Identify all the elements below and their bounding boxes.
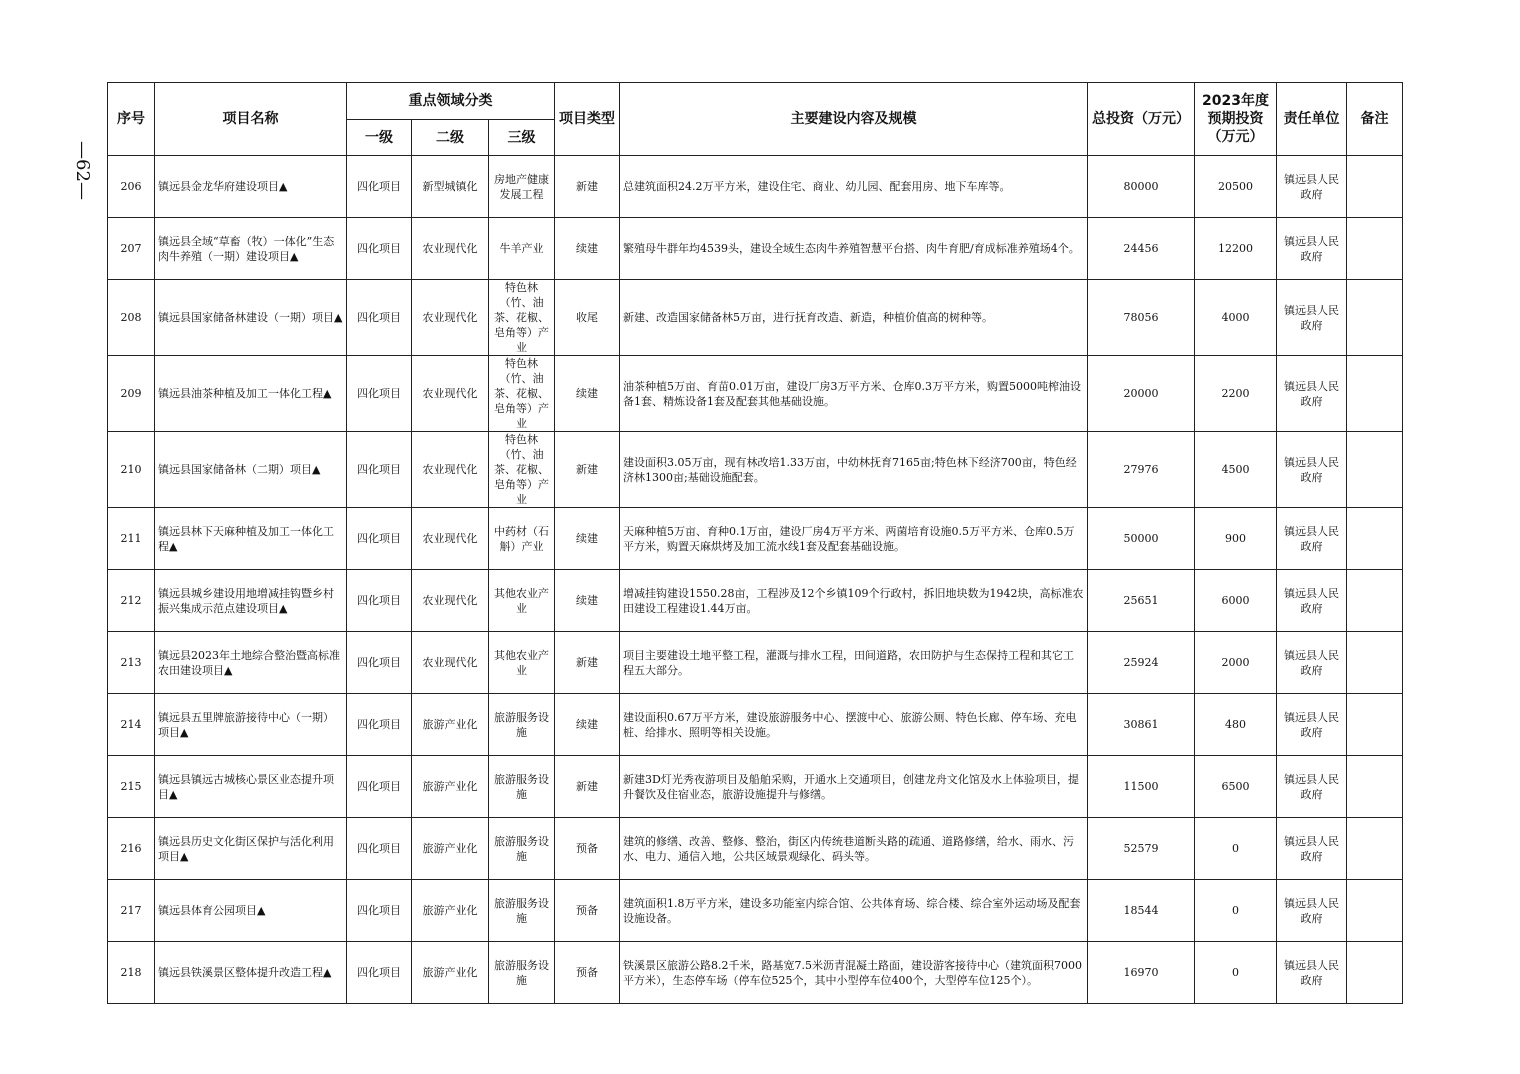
table-row [108,880,1403,942]
cell-remark [1347,942,1403,1004]
cell-level3: 中药材（石斛）产业 [489,508,555,570]
cell-remark [1347,880,1403,942]
cell-total: 50000 [1088,508,1195,570]
cell-unit: 镇远县人民政府 [1277,694,1347,756]
table-row [108,570,1403,632]
cell-2023: 4000 [1195,280,1277,356]
cell-level1: 四化项目 [347,218,412,280]
cell-type: 新建 [555,756,620,818]
cell-content: 建设面积3.05万亩，现有林改培1.33万亩，中幼林抚育7165亩;特色林下经济700亩，特色经济林1300亩;基础设施配套。 [620,432,1088,508]
cell-2023: 480 [1195,694,1277,756]
cell-type: 新建 [555,156,620,218]
header-seq: 序号 [108,83,155,156]
cell-seq: 209 [108,356,155,432]
cell-2023: 12200 [1195,218,1277,280]
cell-2023: 2200 [1195,356,1277,432]
cell-type: 新建 [555,432,620,508]
header-name: 项目名称 [155,83,347,156]
cell-level2: 农业现代化 [412,570,489,632]
cell-level3: 旅游服务设施 [489,818,555,880]
cell-level1: 四化项目 [347,356,412,432]
cell-seq: 215 [108,756,155,818]
cell-content: 油茶种植5万亩、育苗0.01万亩，建设厂房3万平方米、仓库0.3万平方米，购置5000吨榨油设备1套、精炼设备1套及配套其他基础设施。 [620,356,1088,432]
cell-level2: 旅游产业化 [412,756,489,818]
cell-content: 新建、改造国家储备林5万亩，进行抚育改造、新造，种植价值高的树种等。 [620,280,1088,356]
cell-2023: 6500 [1195,756,1277,818]
cell-seq: 210 [108,432,155,508]
cell-name: 镇远县历史文化街区保护与活化利用项目▲ [155,818,347,880]
cell-level1: 四化项目 [347,156,412,218]
cell-content: 项目主要建设土地平整工程，灌溉与排水工程，田间道路，农田防护与生态保持工程和其它工程五大部分。 [620,632,1088,694]
table-row [108,942,1403,1004]
cell-remark [1347,432,1403,508]
cell-2023: 6000 [1195,570,1277,632]
cell-type: 续建 [555,356,620,432]
table-row [108,432,1403,508]
cell-seq: 213 [108,632,155,694]
cell-level1: 四化项目 [347,570,412,632]
cell-level2: 旅游产业化 [412,818,489,880]
cell-level2: 旅游产业化 [412,694,489,756]
table-row [108,694,1403,756]
project-table [107,82,1403,1004]
cell-unit: 镇远县人民政府 [1277,756,1347,818]
table-row [108,508,1403,570]
cell-2023: 4500 [1195,432,1277,508]
cell-2023: 2000 [1195,632,1277,694]
cell-level3: 特色林（竹、油茶、花椒、皂角等）产业 [489,432,555,508]
cell-total: 11500 [1088,756,1195,818]
cell-unit: 镇远县人民政府 [1277,880,1347,942]
cell-total: 25651 [1088,570,1195,632]
cell-level1: 四化项目 [347,280,412,356]
cell-level2: 农业现代化 [412,508,489,570]
cell-2023: 20500 [1195,156,1277,218]
cell-name: 镇远县城乡建设用地增减挂钩暨乡村振兴集成示范点建设项目▲ [155,570,347,632]
cell-type: 续建 [555,218,620,280]
cell-2023: 900 [1195,508,1277,570]
cell-name: 镇远县体育公园项目▲ [155,880,347,942]
cell-remark [1347,756,1403,818]
cell-name: 镇远县2023年土地综合整治暨高标准农田建设项目▲ [155,632,347,694]
table-row [108,156,1403,218]
cell-level2: 旅游产业化 [412,880,489,942]
cell-type: 新建 [555,632,620,694]
cell-level2: 农业现代化 [412,632,489,694]
cell-content: 建设面积0.67万平方米，建设旅游服务中心、摆渡中心、旅游公厕、特色长廊、停车场、充电桩、给排水、照明等相关设施。 [620,694,1088,756]
cell-unit: 镇远县人民政府 [1277,570,1347,632]
cell-seq: 208 [108,280,155,356]
cell-2023: 0 [1195,818,1277,880]
header-domain-group: 重点领域分类 [347,83,555,120]
cell-remark [1347,818,1403,880]
cell-seq: 214 [108,694,155,756]
cell-type: 续建 [555,570,620,632]
page-number [62,125,102,215]
cell-remark [1347,570,1403,632]
header-row-1 [108,83,1403,120]
cell-unit: 镇远县人民政府 [1277,632,1347,694]
table-row [108,818,1403,880]
cell-level1: 四化项目 [347,756,412,818]
cell-unit: 镇远县人民政府 [1277,356,1347,432]
cell-type: 预备 [555,818,620,880]
cell-level3: 旅游服务设施 [489,694,555,756]
cell-remark [1347,218,1403,280]
header-remarks: 备注 [1347,83,1403,156]
cell-name: 镇远县国家储备林建设（一期）项目▲ [155,280,347,356]
cell-content: 天麻种植5万亩、育种0.1万亩，建设厂房4万平方米、两菌培育设施0.5万平方米、仓库0.5万平方米，购置天麻烘烤及加工流水线1套及配套基础设施。 [620,508,1088,570]
cell-unit: 镇远县人民政府 [1277,818,1347,880]
cell-type: 预备 [555,942,620,1004]
cell-total: 30861 [1088,694,1195,756]
cell-2023: 0 [1195,880,1277,942]
cell-level3: 旅游服务设施 [489,942,555,1004]
cell-level1: 四化项目 [347,942,412,1004]
cell-unit: 镇远县人民政府 [1277,280,1347,356]
cell-seq: 217 [108,880,155,942]
cell-level2: 农业现代化 [412,432,489,508]
cell-type: 续建 [555,694,620,756]
cell-level3: 其他农业产业 [489,570,555,632]
table-row [108,756,1403,818]
cell-content: 总建筑面积24.2万平方米，建设住宅、商业、幼儿园、配套用房、地下车库等。 [620,156,1088,218]
cell-level3: 其他农业产业 [489,632,555,694]
cell-type: 续建 [555,508,620,570]
cell-total: 78056 [1088,280,1195,356]
cell-content: 铁溪景区旅游公路8.2千米，路基宽7.5米沥青混凝土路面，建设游客接待中心（建筑面积7000平方米），生态停车场（停车位525个，其中小型停车位400个，大型停车位125个）。 [620,942,1088,1004]
cell-name: 镇远县全域“草畜（牧）一体化”生态肉牛养殖（一期）建设项目▲ [155,218,347,280]
cell-unit: 镇远县人民政府 [1277,218,1347,280]
cell-total: 52579 [1088,818,1195,880]
cell-remark [1347,356,1403,432]
cell-name: 镇远县铁溪景区整体提升改造工程▲ [155,942,347,1004]
cell-content: 繁殖母牛群年均4539头，建设全域生态肉牛养殖智慧平台搭、肉牛育肥/育成标准养殖场4个。 [620,218,1088,280]
cell-type: 预备 [555,880,620,942]
cell-level3: 房地产健康发展工程 [489,156,555,218]
cell-level1: 四化项目 [347,694,412,756]
cell-seq: 218 [108,942,155,1004]
cell-level1: 四化项目 [347,880,412,942]
header-responsible-unit: 责任单位 [1277,83,1347,156]
cell-name: 镇远县镇远古城核心景区业态提升项目▲ [155,756,347,818]
header-level3: 三级 [489,120,555,156]
cell-total: 16970 [1088,942,1195,1004]
cell-remark [1347,632,1403,694]
cell-total: 80000 [1088,156,1195,218]
cell-unit: 镇远县人民政府 [1277,508,1347,570]
page-number-text: —62— [71,140,93,200]
cell-total: 27976 [1088,432,1195,508]
cell-total: 20000 [1088,356,1195,432]
cell-level1: 四化项目 [347,432,412,508]
cell-level3: 旅游服务设施 [489,880,555,942]
table-row [108,218,1403,280]
cell-total: 25924 [1088,632,1195,694]
table-row [108,632,1403,694]
header-content: 主要建设内容及规模 [620,83,1088,156]
cell-name: 镇远县五里牌旅游接待中心（一期）项目▲ [155,694,347,756]
cell-2023: 0 [1195,942,1277,1004]
cell-unit: 镇远县人民政府 [1277,942,1347,1004]
cell-remark [1347,508,1403,570]
cell-name: 镇远县林下天麻种植及加工一体化工程▲ [155,508,347,570]
cell-name: 镇远县金龙华府建设项目▲ [155,156,347,218]
cell-total: 18544 [1088,880,1195,942]
cell-level2: 农业现代化 [412,280,489,356]
cell-remark [1347,694,1403,756]
cell-level2: 农业现代化 [412,218,489,280]
cell-content: 建筑的修缮、改善、整修、整治，街区内传统巷道断头路的疏通、道路修缮，给水、雨水、污水、电力、通信入地，公共区域景观绿化、码头等。 [620,818,1088,880]
cell-remark [1347,156,1403,218]
cell-unit: 镇远县人民政府 [1277,156,1347,218]
cell-level1: 四化项目 [347,508,412,570]
cell-level2: 旅游产业化 [412,942,489,1004]
header-level2: 二级 [412,120,489,156]
cell-remark [1347,280,1403,356]
cell-level2: 农业现代化 [412,356,489,432]
cell-content: 建筑面积1.8万平方米，建设多功能室内综合馆、公共体育场、综合楼、综合室外运动场及配套设施设备。 [620,880,1088,942]
cell-level3: 旅游服务设施 [489,756,555,818]
cell-level3: 特色林（竹、油茶、花椒、皂角等）产业 [489,280,555,356]
cell-type: 收尾 [555,280,620,356]
table-row [108,280,1403,356]
cell-unit: 镇远县人民政府 [1277,432,1347,508]
header-total-investment: 总投资（万元） [1088,83,1195,156]
cell-seq: 211 [108,508,155,570]
table-row [108,356,1403,432]
cell-level1: 四化项目 [347,632,412,694]
cell-seq: 207 [108,218,155,280]
cell-level1: 四化项目 [347,818,412,880]
cell-seq: 212 [108,570,155,632]
cell-name: 镇远县油茶种植及加工一体化工程▲ [155,356,347,432]
header-level1: 一级 [347,120,412,156]
cell-name: 镇远县国家储备林（二期）项目▲ [155,432,347,508]
cell-seq: 216 [108,818,155,880]
header-planned-2023: 2023年度预期投资（万元） [1195,83,1277,156]
header-type: 项目类型 [555,83,620,156]
cell-total: 24456 [1088,218,1195,280]
cell-content: 新建3D灯光秀夜游项目及船舶采购，开通水上交通项目，创建龙舟文化馆及水上体验项目，提升餐饮及住宿业态，旅游设施提升与修缮。 [620,756,1088,818]
cell-seq: 206 [108,156,155,218]
cell-content: 增减挂钩建设1550.28亩，工程涉及12个乡镇109个行政村，拆旧地块数为1942块，高标准农田建设工程建设1.44万亩。 [620,570,1088,632]
cell-level3: 牛羊产业 [489,218,555,280]
cell-level3: 特色林（竹、油茶、花椒、皂角等）产业 [489,356,555,432]
cell-level2: 新型城镇化 [412,156,489,218]
